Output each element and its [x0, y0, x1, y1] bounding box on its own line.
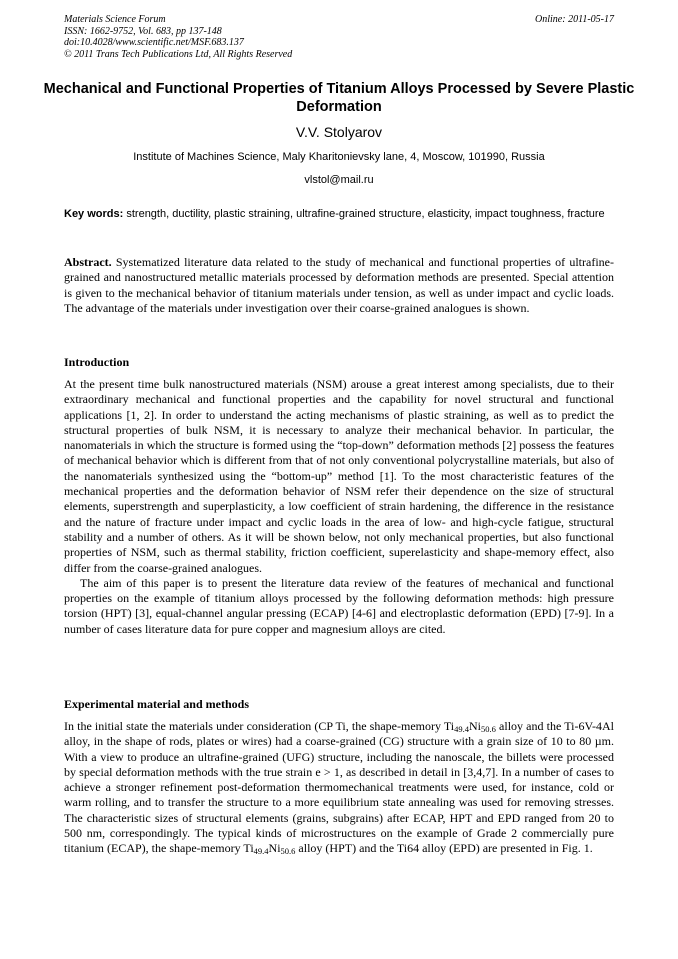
journal-header	[64, 14, 614, 60]
introduction-section	[64, 377, 614, 637]
experimental-heading: Experimental material and methods	[64, 697, 249, 711]
keywords-label: Key words:	[64, 208, 124, 220]
introduction-paragraph-1: At the present time bulk nanostructured materials (NSM) arouse a great interest among specialists, due to their extraordinary mechanical and functional properties and the capability for novel structural and functional applications [1, 2]. In order to understand the acting mechanisms of plastic straining, as well as to predict the structural properties of bulk NSM, it is necessary to analyze their mechanical behavior. In particular, the nanomaterials in which the structure is formed using the “top-down” deformation methods [2] possess the features of mechanical behavior which is different from that of not only conventional polycrystalline materials, but also of the nanomaterials synthesized using the “bottom-up” method [1]. To the most characteristic features of the mechanical properties and the deformation behavior of NSM refer their dependence on the size of structural elements, superstrength and superplasticity, a low coefficient of strain hardening, the difference in the resistance and the nature of fracture under impact and cyclic loads in the area of low- and high-cycle fatigue, structural stability and a number of others. As it will be shown below, not only mechanical properties, but also functional properties of NSM, such as thermal stability, friction coefficient, superelasticity and shape-memory effect, also differ from the coarse-grained analogues.	[64, 377, 614, 575]
abstract-label: Abstract.	[64, 255, 112, 269]
abstract-text: Systematized literature data related to the study of mechanical and functional properties of ultrafine-grained and nanostructured metallic materials processed by deformation methods are presented. Special attention is given to the mechanical behavior of titanium materials under tension, as well as under impact and cyclic loads. The advantage of the materials under investigation over their coarse-grained analogues is shown.	[64, 255, 614, 315]
author-name: V.V. Stolyarov	[295, 124, 383, 140]
author-affiliation: Institute of Machines Science, Maly Kharitonievsky lane, 4, Moscow, 101990, Russia	[133, 151, 545, 163]
journal-doi: doi:10.4028/www.scientific.net/MSF.683.137	[64, 37, 244, 48]
journal-issn: ISSN: 1662-9752, Vol. 683, pp 137-148	[64, 25, 222, 37]
abstract	[64, 255, 614, 316]
journal-copyright: © 2011 Trans Tech Publications Ltd, All Rights Reserved	[64, 48, 293, 60]
journal-name: Materials Science Forum	[64, 14, 166, 25]
online-date: Online: 2011-05-17	[535, 14, 614, 25]
experimental-paragraph-1: In the initial state the materials under consideration (CP Ti, the shape-memory $Ti_{49.4}Ni_{50.6}$ alloy and the Ti-6V-4Al alloy, in the shape of rods, plates or wires) had a coarse-grained (CG) structure with a grain size of 10 to 80 µm. With a view to produce an ultrafine-grained (UFG) structure, including the nanoscale, the billets were processed by special deformation methods with the true strain e > 1, as described in detail in [3,4,7]. In a number of cases to achieve a stronger refinement post-deformation thermomechanical treatments were used, for instance, cold or warm rolling, and to transfer the structure to a more equilibrium state annealing was used for removing stresses. The characteristic sizes of structural elements (grains, subgrains) after ECAP, HPT and EPD ranged from 20 to 500 nm, correspondingly. The typical kinds of microstructures on the example of Grade 2 commercially pure titanium (ECAP), the shape-memory $Ti_{49.4}Ni_{50.6}$ alloy (HPT) and the Ti64 alloy (EPD) are presented in Fig. 1.	[64, 719, 614, 857]
author-email: vlstol@mail.ru	[304, 174, 374, 186]
experimental-section	[64, 719, 614, 857]
keywords	[64, 207, 614, 222]
keywords-text: strength, ductility, plastic straining, ultrafine-grained structure, elasticity, impact toughness, fracture	[123, 208, 605, 220]
paper-title: Mechanical and Functional Properties of Titanium Alloys Processed by Severe Plastic Deformation	[43, 81, 635, 115]
introduction-paragraph-2: The aim of this paper is to present the literature data review of the features of mechanical and functional properties on the example of titanium alloys processed by the following deformation methods: high pressure torsion (HPT) [3], equal-channel angular pressing (ECAP) [4-6] and electroplastic deformation (EPD) [7-9]. In a number of cases literature data for pure copper and magnesium alloys are cited.	[64, 575, 614, 636]
introduction-heading: Introduction	[64, 355, 130, 369]
